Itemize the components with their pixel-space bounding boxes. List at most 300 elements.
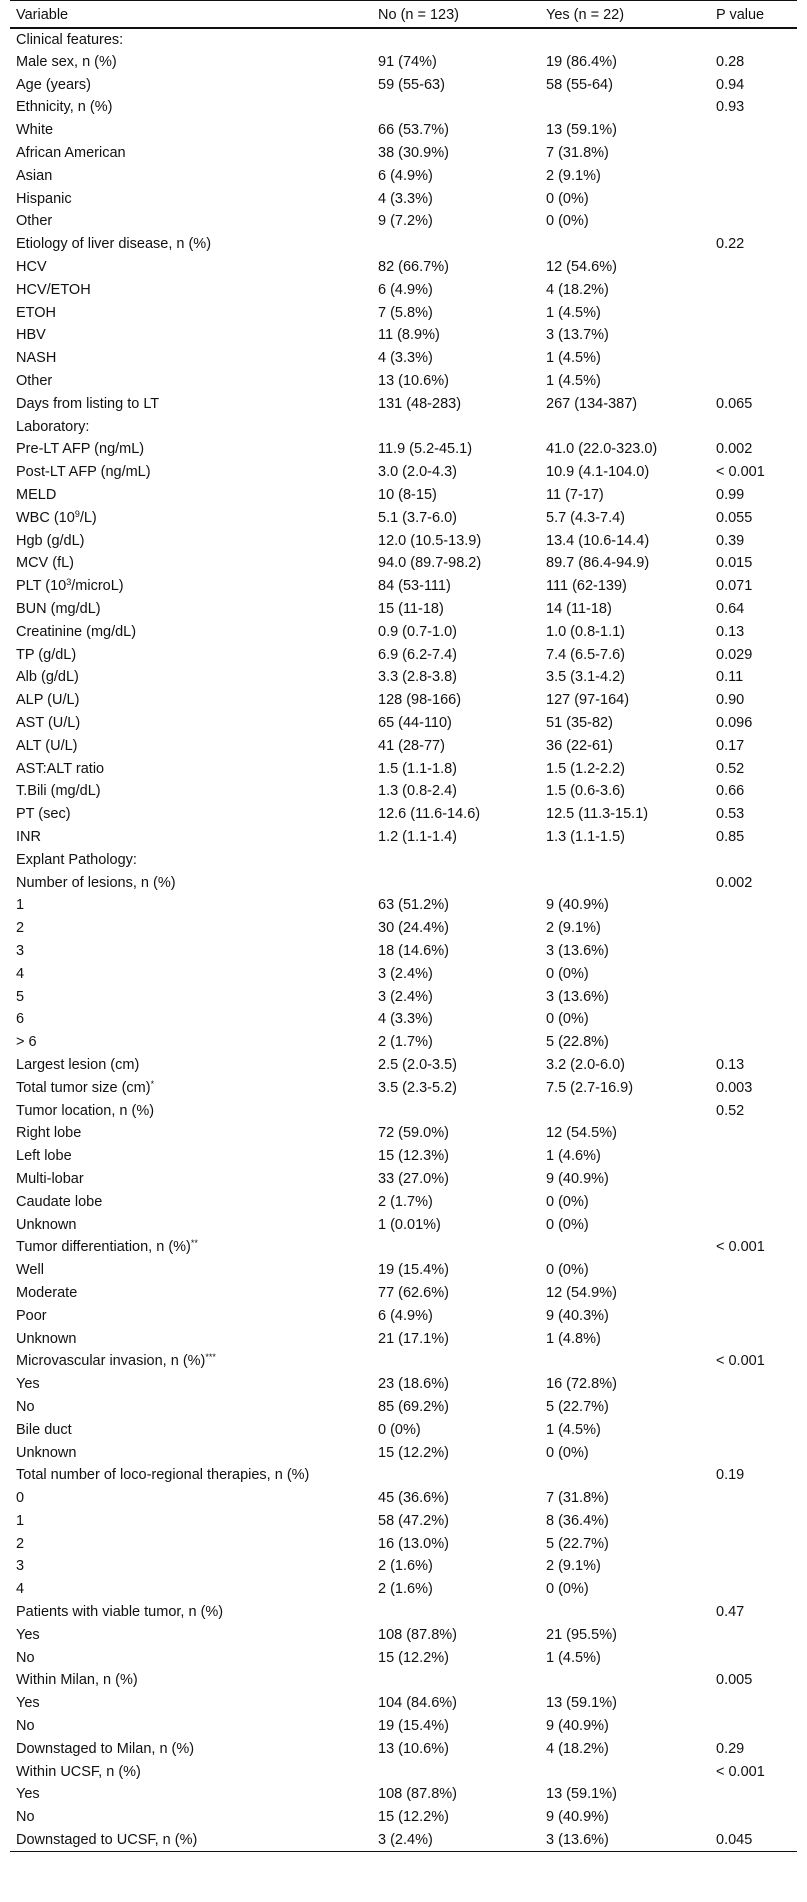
variable-label: ETOH [16,304,57,321]
cell-variable [10,461,372,484]
cell-yes: 0 (0%) [546,1216,589,1233]
cell-yes: 1 (4.6%) [546,1148,601,1165]
cell-yes: 11 (7-17) [546,487,604,504]
table-row [10,484,797,507]
variable-label: No [16,1398,35,1415]
table-row [10,256,797,279]
cell-no: 45 (36.6%) [378,1490,449,1507]
table-row [10,1304,797,1327]
cell-no [372,848,540,871]
cell-no: 6.9 (6.2-7.4) [378,646,457,663]
cell-p-value [710,1441,797,1464]
cell-variable [10,119,372,142]
cell-yes: 14 (11-18) [546,601,612,618]
cell-yes: 4 (18.2%) [546,1740,609,1757]
cell-yes: 58 (55-64) [546,76,613,93]
cell-variable [10,1783,372,1806]
variable-label: 2 [16,920,25,937]
cell-no [372,1236,540,1259]
cell-variable [10,1099,372,1122]
cell-variable [10,552,372,575]
cell-no: 15 (12.2%) [378,1649,449,1666]
variable-label: HCV/ETOH [16,281,91,298]
cell-variable [10,506,372,529]
cell-p-value: < 0.001 [716,1353,765,1370]
table-row [10,438,797,461]
cell-yes: 10.9 (4.1-104.0) [546,464,650,481]
cell-no: 108 (87.8%) [378,1626,457,1643]
cell-yes: 7.4 (6.5-7.6) [546,646,625,663]
variable-label: Poor [16,1307,47,1324]
cell-no: 94.0 (89.7-98.2) [378,555,482,572]
cell-no: 128 (98-166) [378,692,462,709]
cell-variable [10,415,372,438]
cell-variable [10,370,372,393]
variable-label: Post-LT AFP (ng/mL) [16,464,151,481]
variable-label: PLT (10 [16,578,67,595]
cell-p-value: < 0.001 [716,1763,765,1780]
table-row [10,734,797,757]
cell-yes [540,28,710,51]
cell-no: 108 (87.8%) [378,1786,457,1803]
table-row [10,278,797,301]
table-row [10,347,797,370]
table-row [10,1555,797,1578]
cell-yes: 12 (54.5%) [546,1125,617,1142]
table-row [10,620,797,643]
table-row [10,1076,797,1099]
cell-no: 3 (2.4%) [372,1829,540,1852]
cell-variable [10,210,372,233]
table-row [10,803,797,826]
cell-p-value [710,1396,797,1419]
variable-label: 5 [16,988,25,1005]
cell-p-value [710,1190,797,1213]
cell-p-value [710,1555,797,1578]
cell-p-value: 0.17 [716,737,745,754]
cell-p-value: < 0.001 [716,464,765,481]
cell-yes: 9 (40.9%) [546,897,609,914]
cell-variable [10,1578,372,1601]
table-row [10,415,797,438]
cell-no: 131 (48-283) [378,395,462,412]
cell-variable [10,575,372,598]
cell-yes: 1 (4.5%) [546,1649,601,1666]
cell-yes: 3.2 (2.0-6.0) [546,1056,625,1073]
variable-label: 3 [16,942,25,959]
table-container [10,0,797,1852]
table-row [10,1464,797,1487]
table-row [10,1510,797,1533]
cell-variable [10,598,372,621]
cell-yes: 3 (13.6%) [546,988,609,1005]
variable-label: Microvascular invasion, n (%) [16,1353,206,1370]
cell-variable [10,1737,372,1760]
cell-yes [540,1760,710,1783]
table-row [10,780,797,803]
cell-yes: 9 (40.9%) [546,1809,609,1826]
cell-no: 0.9 (0.7-1.0) [378,623,457,640]
cell-variable [10,301,372,324]
header-p-value: P value [710,1,797,28]
cell-variable [10,1076,372,1099]
cell-p-value [710,1327,797,1350]
header-row [10,1,797,28]
cell-no: 12.0 (10.5-13.9) [378,532,482,549]
table-row [10,985,797,1008]
table-row [10,962,797,985]
variable-label: Downstaged to UCSF, n (%) [16,1831,198,1848]
variable-label: 2 [16,1535,25,1552]
table-row [10,871,797,894]
cell-no: 82 (66.7%) [378,259,449,276]
variable-label: PT (sec) [16,806,71,823]
cell-yes: 3.5 (3.1-4.2) [546,669,625,686]
variable-label: 1 [16,1512,25,1529]
table-row [10,164,797,187]
cell-yes: 9 (40.9%) [546,1718,609,1735]
variable-label: African American [16,145,126,162]
cell-no: 65 (44-110) [378,715,452,731]
cell-variable [10,1623,372,1646]
variable-label: Etiology of liver disease, n (%) [16,236,212,253]
cell-yes: 7.5 (2.7-16.9) [546,1079,634,1096]
table-row [10,1692,797,1715]
variable-label: 3 [16,1558,25,1575]
cell-no: 2 (1.6%) [378,1558,433,1575]
table-row [10,119,797,142]
cell-variable [10,1669,372,1692]
cell-no: 66 (53.7%) [378,122,449,139]
cell-p-value [710,347,797,370]
cell-p-value [710,848,797,871]
variable-superscript: *** [205,1352,216,1363]
variable-label: Yes [16,1695,40,1712]
cell-yes: 7 (31.8%) [546,145,609,162]
cell-variable [10,392,372,415]
cell-no: 0 (0%) [378,1421,421,1438]
cell-p-value: 0.22 [716,236,745,253]
cell-p-value [710,917,797,940]
cell-yes: 1.0 (0.8-1.1) [546,623,625,640]
cell-no: 15 (12.2%) [378,1444,449,1461]
cell-variable [10,1259,372,1282]
cell-no: 3.5 (2.3-5.2) [378,1079,457,1096]
cell-yes: 5 (22.8%) [546,1034,609,1051]
table-row [10,575,797,598]
cell-variable [10,233,372,256]
table-row [10,552,797,575]
table-header [10,1,797,28]
cell-p-value [710,1578,797,1601]
cell-p-value: 0.28 [716,53,745,70]
cell-yes: 2 (9.1%) [546,920,601,937]
cell-p-value: 0.29 [716,1740,745,1757]
cell-p-value: 0.065 [716,395,753,412]
variable-label: Patients with viable tumor, n (%) [16,1604,224,1621]
cell-variable [10,28,372,51]
variable-label: ALT (U/L) [16,737,78,754]
variable-label: TP (g/dL) [16,646,77,663]
cell-variable [10,1646,372,1669]
cell-yes: 13.4 (10.6-14.4) [546,532,650,549]
cell-variable [10,1418,372,1441]
cell-variable [10,1760,372,1783]
table-row [10,826,797,849]
table-row [10,712,797,735]
variable-label: Right lobe [16,1125,82,1142]
cell-variable [10,848,372,871]
cell-p-value: 0.90 [716,692,745,709]
variable-label: ALP (U/L) [16,692,80,709]
cell-p-value [710,1532,797,1555]
cell-variable [10,1601,372,1624]
header-no: No (n = 123) [372,1,540,28]
cell-p-value: 0.071 [716,578,753,595]
table-row [10,689,797,712]
cell-no: 12.6 (11.6-14.6) [378,806,481,823]
cell-yes: 0 (0%) [546,965,589,982]
cell-p-value [710,1418,797,1441]
table-row [10,1350,797,1373]
variable-label: Total number of loco-regional therapies, n (%) [16,1467,310,1484]
table-body [10,28,797,1852]
cell-no: 15 (11-18) [378,601,444,618]
cell-no: 21 (17.1%) [378,1330,449,1347]
cell-p-value [710,1145,797,1168]
variable-label: T.Bili (mg/dL) [16,783,101,800]
cell-yes: 1.5 (0.6-3.6) [546,783,625,800]
variable-suffix: /L) [79,509,97,526]
cell-yes: 3 (13.6%) [540,1829,710,1852]
variable-label: 4 [16,965,25,982]
table-row [10,1623,797,1646]
table-row [10,301,797,324]
cell-variable [10,940,372,963]
variable-label: AST (U/L) [16,715,81,731]
cell-variable [10,1145,372,1168]
table-row [10,187,797,210]
cell-yes: 12 (54.6%) [546,259,617,276]
cell-p-value [710,1487,797,1510]
table-row [10,1601,797,1624]
cell-no: 6 (4.9%) [378,281,433,298]
variable-label: Within UCSF, n (%) [16,1763,141,1780]
cell-no: 19 (15.4%) [378,1718,449,1735]
table-row [10,1396,797,1419]
table-row [10,1532,797,1555]
table-row [10,1054,797,1077]
table-row [10,666,797,689]
cell-p-value: 0.11 [716,669,744,686]
cell-no: 11.9 (5.2-45.1) [378,441,473,458]
cell-yes: 0 (0%) [546,213,589,230]
variable-label: 0 [16,1490,25,1507]
table-row [10,1327,797,1350]
cell-p-value: 0.029 [716,646,753,663]
cell-p-value [710,324,797,347]
variable-label: Other [16,213,53,230]
cell-no: 72 (59.0%) [378,1125,449,1142]
cell-p-value [710,1122,797,1145]
variable-label: Caudate lobe [16,1193,103,1210]
variable-label: Creatinine (mg/dL) [16,623,137,640]
cell-variable [10,734,372,757]
cell-variable [10,917,372,940]
cell-yes [540,1464,710,1487]
cell-variable [10,962,372,985]
cell-p-value: 0.64 [716,601,745,618]
cell-no [372,1760,540,1783]
table-row [10,529,797,552]
cell-p-value: 0.015 [716,555,753,572]
cell-yes: 1.3 (1.1-1.5) [546,828,625,845]
cell-no: 18 (14.6%) [378,942,449,959]
cell-no: 5.1 (3.7-6.0) [378,509,457,526]
cell-no [372,1350,540,1373]
variable-suffix: /microL) [71,578,124,595]
cell-p-value [710,1008,797,1031]
table-row [10,1099,797,1122]
table-row [10,598,797,621]
variable-label: AST:ALT ratio [16,760,105,777]
cell-variable [10,1510,372,1533]
cell-yes: 5 (22.7%) [546,1535,609,1552]
cell-yes: 1 (4.5%) [546,373,601,390]
cell-no: 3 (2.4%) [378,988,433,1005]
cell-variable [10,871,372,894]
cell-p-value: 0.66 [716,783,745,800]
variable-label: INR [16,828,41,845]
variable-label: Bile duct [16,1421,72,1438]
table-row [10,1213,797,1236]
header-variable: Variable [10,1,372,28]
variable-label: WBC (10 [16,509,75,526]
cell-variable [10,1555,372,1578]
cell-p-value: 0.045 [710,1829,797,1852]
cell-no: 2.5 (2.0-3.5) [378,1056,457,1073]
cell-p-value: 0.85 [716,828,745,845]
table-row [10,1008,797,1031]
cell-p-value: 0.13 [716,1056,745,1073]
variable-label: Unknown [16,1216,77,1233]
cell-yes: 5 (22.7%) [546,1398,609,1415]
cell-p-value [710,940,797,963]
cell-yes: 0 (0%) [546,1581,589,1598]
variable-label: Downstaged to Milan, n (%) [16,1740,195,1757]
cell-no: 84 (53-111) [378,578,451,595]
table-row [10,1441,797,1464]
table-row [10,1031,797,1054]
cell-variable [10,1464,372,1487]
cell-no: 33 (27.0%) [378,1170,449,1187]
cell-p-value [710,962,797,985]
cell-yes: 12.5 (11.3-15.1) [546,806,649,823]
cell-yes: 3 (13.7%) [546,327,609,344]
table-row [10,1487,797,1510]
cell-p-value [710,1168,797,1191]
cell-p-value [710,1692,797,1715]
table-row [10,392,797,415]
table-row [10,643,797,666]
table-row [10,757,797,780]
cell-no: 15 (12.3%) [378,1148,449,1165]
variable-label: Number of lesions, n (%) [16,874,176,891]
variable-label: No [16,1718,35,1735]
table-row [10,51,797,74]
table-row [10,28,797,51]
cell-no [372,96,540,119]
cell-p-value [710,1373,797,1396]
cell-variable [10,1282,372,1305]
cell-no: 77 (62.6%) [378,1284,449,1301]
cell-p-value [710,1259,797,1282]
cell-variable [10,438,372,461]
table-row [10,1373,797,1396]
cell-no: 1 (0.01%) [378,1216,441,1233]
variable-superscript: * [150,1078,155,1089]
cell-no [372,1464,540,1487]
cell-yes: 8 (36.4%) [546,1512,609,1529]
cell-yes: 111 (62-139) [546,578,627,595]
cell-variable [10,324,372,347]
cell-p-value [710,1783,797,1806]
variable-label: > 6 [16,1034,37,1051]
cell-variable [10,1054,372,1077]
cell-p-value: 0.002 [716,874,753,891]
cell-yes [540,233,710,256]
cell-variable [10,73,372,96]
cell-no: 15 (12.2%) [378,1809,449,1826]
cell-variable [10,1692,372,1715]
cell-yes: 12 (54.9%) [546,1284,617,1301]
table-row [10,1236,797,1259]
cell-variable [10,278,372,301]
variable-label: 1 [16,897,25,914]
cell-p-value [710,1806,797,1829]
cell-yes: 1 (4.5%) [546,1421,601,1438]
cell-no: 1.5 (1.1-1.8) [378,760,457,777]
table-row [10,1282,797,1305]
cell-yes: 7 (31.8%) [546,1490,609,1507]
cell-yes: 9 (40.9%) [546,1170,609,1187]
cell-p-value [710,1213,797,1236]
cell-variable [10,1806,372,1829]
cell-yes: 1 (4.8%) [546,1330,601,1347]
table-row [10,1145,797,1168]
cell-no: 19 (15.4%) [378,1262,449,1279]
table-row [10,1578,797,1601]
table-row [10,73,797,96]
cell-no: 13 (10.6%) [378,373,449,390]
cell-yes: 1 (4.5%) [546,350,601,367]
table-row [10,233,797,256]
cell-variable [10,96,372,119]
variable-label: Within Milan, n (%) [16,1672,138,1689]
cell-variable [10,757,372,780]
cell-no: 23 (18.6%) [378,1376,449,1393]
cell-p-value [710,415,797,438]
table-row [10,940,797,963]
cell-no: 16 (13.0%) [378,1535,449,1552]
cell-no: 1.3 (0.8-2.4) [378,783,457,800]
variable-label: Pre-LT AFP (ng/mL) [16,441,145,458]
variable-label: Left lobe [16,1148,72,1165]
variable-label: Well [16,1262,44,1279]
table-row [10,1669,797,1692]
variable-label: 4 [16,1581,25,1598]
cell-yes: 13 (59.1%) [546,122,617,139]
